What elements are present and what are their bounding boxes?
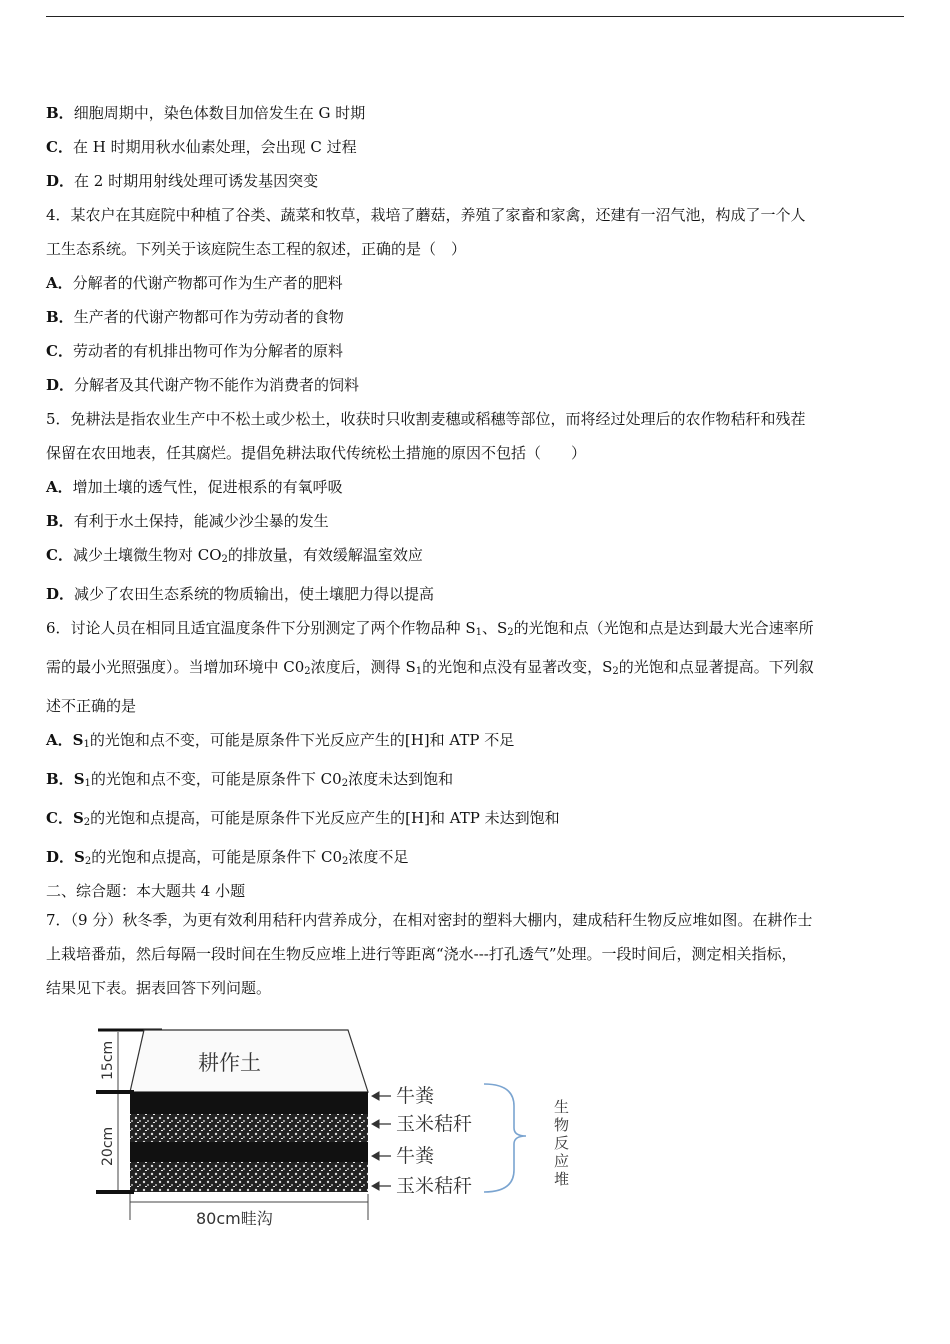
q5-option-b: B．有利于水土保持，能减少沙尘暴的发生 (46, 512, 329, 530)
q6-option-a: A．$S_1$的光饱和点不变，可能是原条件下光反应产生的[H]和 ATP 不足 (46, 731, 515, 750)
height-top-label: 15cm (100, 1040, 116, 1080)
q6-option-c: C．$S_2$的光饱和点提高，可能是原条件下光反应产生的[H]和 ATP 未达到饱和 (46, 809, 560, 828)
q5-stem-line2: 保留在农田地表，任其腐烂。提倡免耕法取代传统松土措施的原因不包括（ ） (46, 444, 587, 462)
q4-option-c: C．劳动者的有机排出物可作为分解者的原料 (46, 342, 343, 360)
q5-option-c: C．减少土壤微生物对 $CO_2$的排放量，有效缓解温室效应 (46, 546, 423, 565)
q5-option-d: D．减少了农田生态系统的物质输出，使土壤肥力得以提高 (46, 585, 435, 603)
q4-stem-line1: 4．某农户在其庭院中种植了谷类、蔬菜和牧草，栽培了蘑菇，养殖了家畜和家禽，还建有一沼气池，构成了一个人 (46, 206, 806, 224)
q4-option-d: D．分解者及其代谢产物不能作为消费者的饲料 (46, 376, 360, 394)
q7-stem-line3: 结果见下表。据表回答下列问题。 (46, 979, 272, 997)
label-straw-1: 玉米秸秆 (396, 1113, 473, 1135)
q6-option-b: B．$S_1$的光饱和点不变，可能是原条件下 $C0_2$浓度未达到饱和 (46, 770, 454, 789)
q3-option-c: C．在 H 时期用秋水仙素处理，会出现 C 过程 (46, 138, 357, 156)
height-bottom-label: 20cm (100, 1126, 116, 1166)
q6-stem-line3: 述不正确的是 (46, 697, 137, 715)
label-manure-2: 牛粪 (396, 1145, 435, 1167)
exam-content (46, 96, 908, 1005)
q7-stem-line1: 7．（9 分）秋冬季，为更有效利用秸秆内营养成分，在相对密封的塑料大棚内，建成秸秆生物反应堆如图。在耕作士 (46, 911, 813, 929)
bioreactor-diagram (86, 1020, 586, 1230)
q3-option-b: B．细胞周期中，染色体数目加倍发生在 G 时期 (46, 104, 366, 122)
q5-stem-line1: 5．免耕法是指农业生产中不松土或少松土，收获时只收割麦穗或稻穗等部位，而将经过处理后的农作物秸秆和残茬 (46, 410, 806, 428)
q4-option-b: B．生产者的代谢产物都可作为劳动者的食物 (46, 308, 344, 326)
header-rule (46, 16, 904, 17)
q6-stem-line1: 6．讨论人员在相同且适宜温度条件下分别测定了两个作物品种 $S_1$、$S_2$的光饱和点（光饱和点是达到最大光合速率所 (46, 619, 814, 638)
width-label: 80cm畦沟 (196, 1209, 273, 1228)
q6-option-d: D．$S_2$的光饱和点提高，可能是原条件下 $C0_2$浓度不足 (46, 848, 409, 867)
manure-layer-1 (130, 1092, 368, 1114)
q4-option-a: A．分解者的代谢产物都可作为生产者的肥料 (46, 274, 343, 292)
label-straw-2: 玉米秸秆 (396, 1175, 473, 1197)
q5-option-a: A．增加土壤的透气性，促进根系的有氧呼吸 (46, 478, 343, 496)
q4-stem-line2: 工生态系统。下列关于该庭院生态工程的叙述，正确的是（ ） (46, 240, 467, 258)
bracket-label: 生物反应堆 (554, 1098, 570, 1188)
q6-stem-line2: 需的最小光照强度）。当增加环境中 $C0_2$浓度后，测得 $S_1$的光饱和点没有显著改变，$S_2$的光饱和点显著提高。下列叙 (46, 658, 814, 677)
label-manure-1: 牛粪 (396, 1085, 435, 1107)
soil-label: 耕作土 (198, 1051, 261, 1075)
straw-layer-2 (130, 1162, 368, 1192)
q7-stem-line2: 上栽培番茄，然后每隔一段时间在生物反应堆上进行等距离“浇水---打孔透气”处理。一段时间后，测定相关指标， (46, 945, 797, 963)
straw-layer-1 (130, 1114, 368, 1142)
bracket (484, 1084, 526, 1192)
q3-option-d: D．在 2 时期用射线处理可诱发基因突变 (46, 172, 319, 190)
section-heading: 二、综合题：本大题共 4 小题 (46, 882, 246, 900)
layer-arrows (372, 1092, 391, 1190)
manure-layer-2 (130, 1142, 368, 1162)
